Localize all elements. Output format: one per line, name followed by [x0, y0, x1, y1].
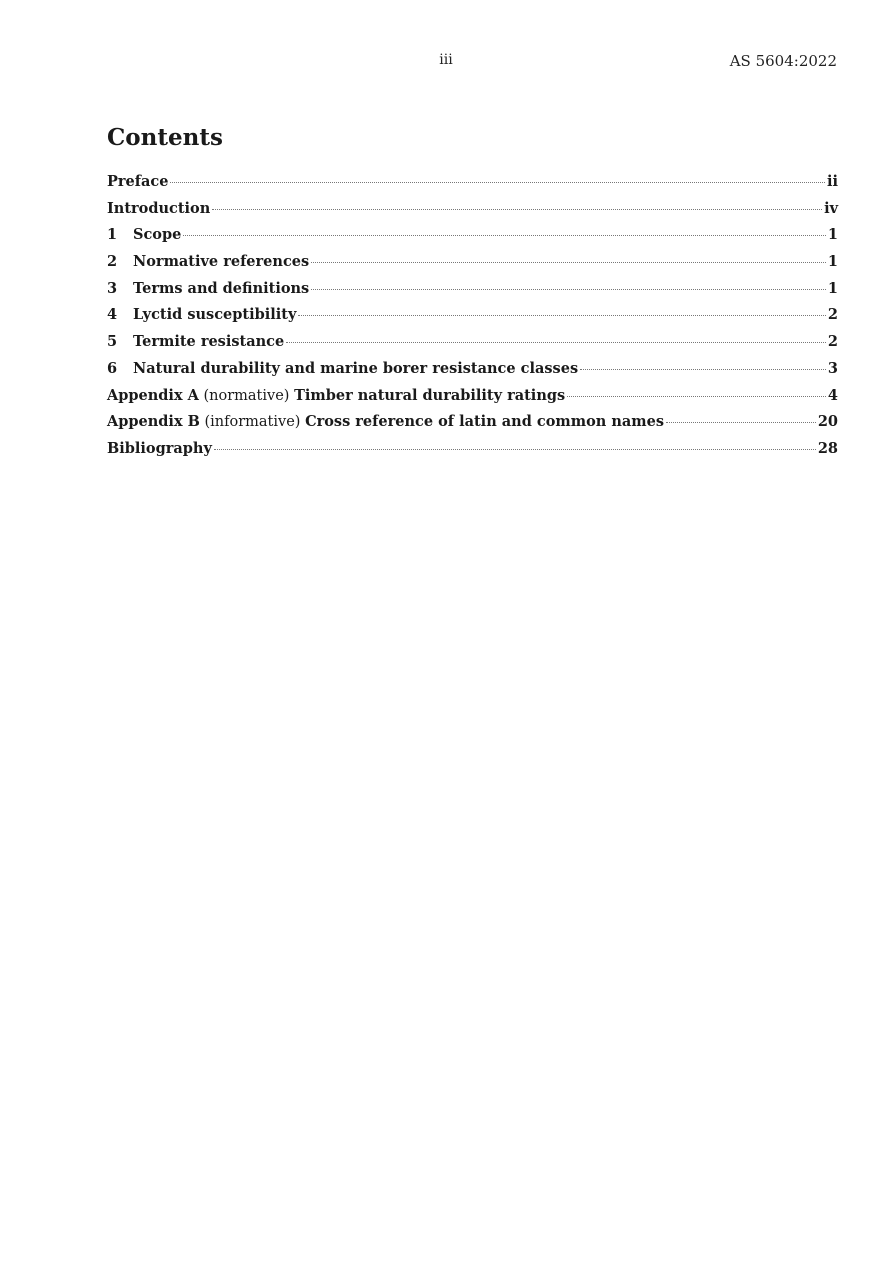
toc-page-number: 3 [827, 359, 838, 377]
contents-title: Contents [107, 124, 223, 151]
toc-dot-leader [311, 289, 826, 290]
toc-appendix-label: Appendix B [107, 413, 200, 431]
toc-entry-natural-durability[interactable] [107, 360, 838, 387]
toc-section-number: 2 [107, 253, 118, 271]
toc-dot-leader [311, 262, 826, 263]
toc-dot-leader [170, 182, 825, 183]
toc-entry-title: Timber natural durability ratings [294, 386, 566, 404]
toc-section-number: 4 [107, 306, 118, 324]
page-number: iii [439, 52, 453, 68]
toc-dot-leader [567, 396, 826, 397]
table-of-contents [107, 173, 838, 467]
toc-page-number: 2 [827, 306, 838, 324]
toc-entry-title: Natural durability and marine borer resistance classes [133, 359, 579, 377]
toc-entry-title: Scope [133, 226, 182, 244]
toc-entry-termite-resistance[interactable] [107, 333, 838, 360]
toc-section-number: 6 [107, 359, 118, 377]
toc-page-number: 1 [827, 279, 838, 297]
toc-page-number: 28 [817, 439, 838, 457]
toc-entry-title: Terms and definitions [133, 279, 310, 297]
toc-dot-leader [183, 235, 826, 236]
toc-dot-leader [214, 449, 816, 450]
toc-entry-preface[interactable] [107, 173, 838, 200]
toc-entry-appendix-b[interactable] [107, 413, 838, 440]
toc-section-number: 1 [107, 226, 118, 244]
toc-dot-leader [666, 422, 816, 423]
toc-page-number: 1 [827, 226, 838, 244]
toc-appendix-qualifier: (informative) [204, 414, 301, 431]
toc-entry-normative-references[interactable] [107, 253, 838, 280]
toc-page-number: 20 [817, 413, 838, 431]
toc-entry-title: Preface [107, 173, 169, 190]
toc-entry-bibliography[interactable] [107, 440, 838, 467]
toc-entry-title: Normative references [133, 253, 310, 271]
toc-entry-appendix-a[interactable] [107, 387, 838, 414]
toc-page-number: 2 [827, 333, 838, 351]
toc-page-number: ii [826, 173, 838, 190]
toc-entry-introduction[interactable] [107, 200, 838, 227]
toc-entry-title: Lyctid susceptibility [133, 306, 297, 324]
toc-page-number: iv [824, 199, 838, 217]
toc-section-number: 5 [107, 333, 118, 351]
toc-entry-terms-and-definitions[interactable] [107, 280, 838, 307]
toc-entry-scope[interactable] [107, 226, 838, 253]
toc-entry-title: Cross reference of latin and common names [305, 413, 665, 431]
toc-page-number: 1 [827, 253, 838, 271]
toc-entry-title: Termite resistance [133, 333, 285, 351]
document-id: AS 5604:2022 [729, 52, 837, 70]
toc-appendix-label: Appendix A [107, 386, 199, 404]
toc-dot-leader [286, 342, 826, 343]
toc-appendix-qualifier: (normative) [203, 387, 290, 404]
toc-dot-leader [212, 209, 822, 210]
toc-page-number: 4 [827, 386, 838, 404]
toc-dot-leader [580, 369, 826, 370]
toc-dot-leader [298, 315, 826, 316]
toc-entry-title: Introduction [107, 199, 211, 217]
toc-section-number: 3 [107, 279, 118, 297]
toc-entry-title: Bibliography [107, 439, 212, 457]
toc-entry-lyctid-susceptibility[interactable] [107, 306, 838, 333]
